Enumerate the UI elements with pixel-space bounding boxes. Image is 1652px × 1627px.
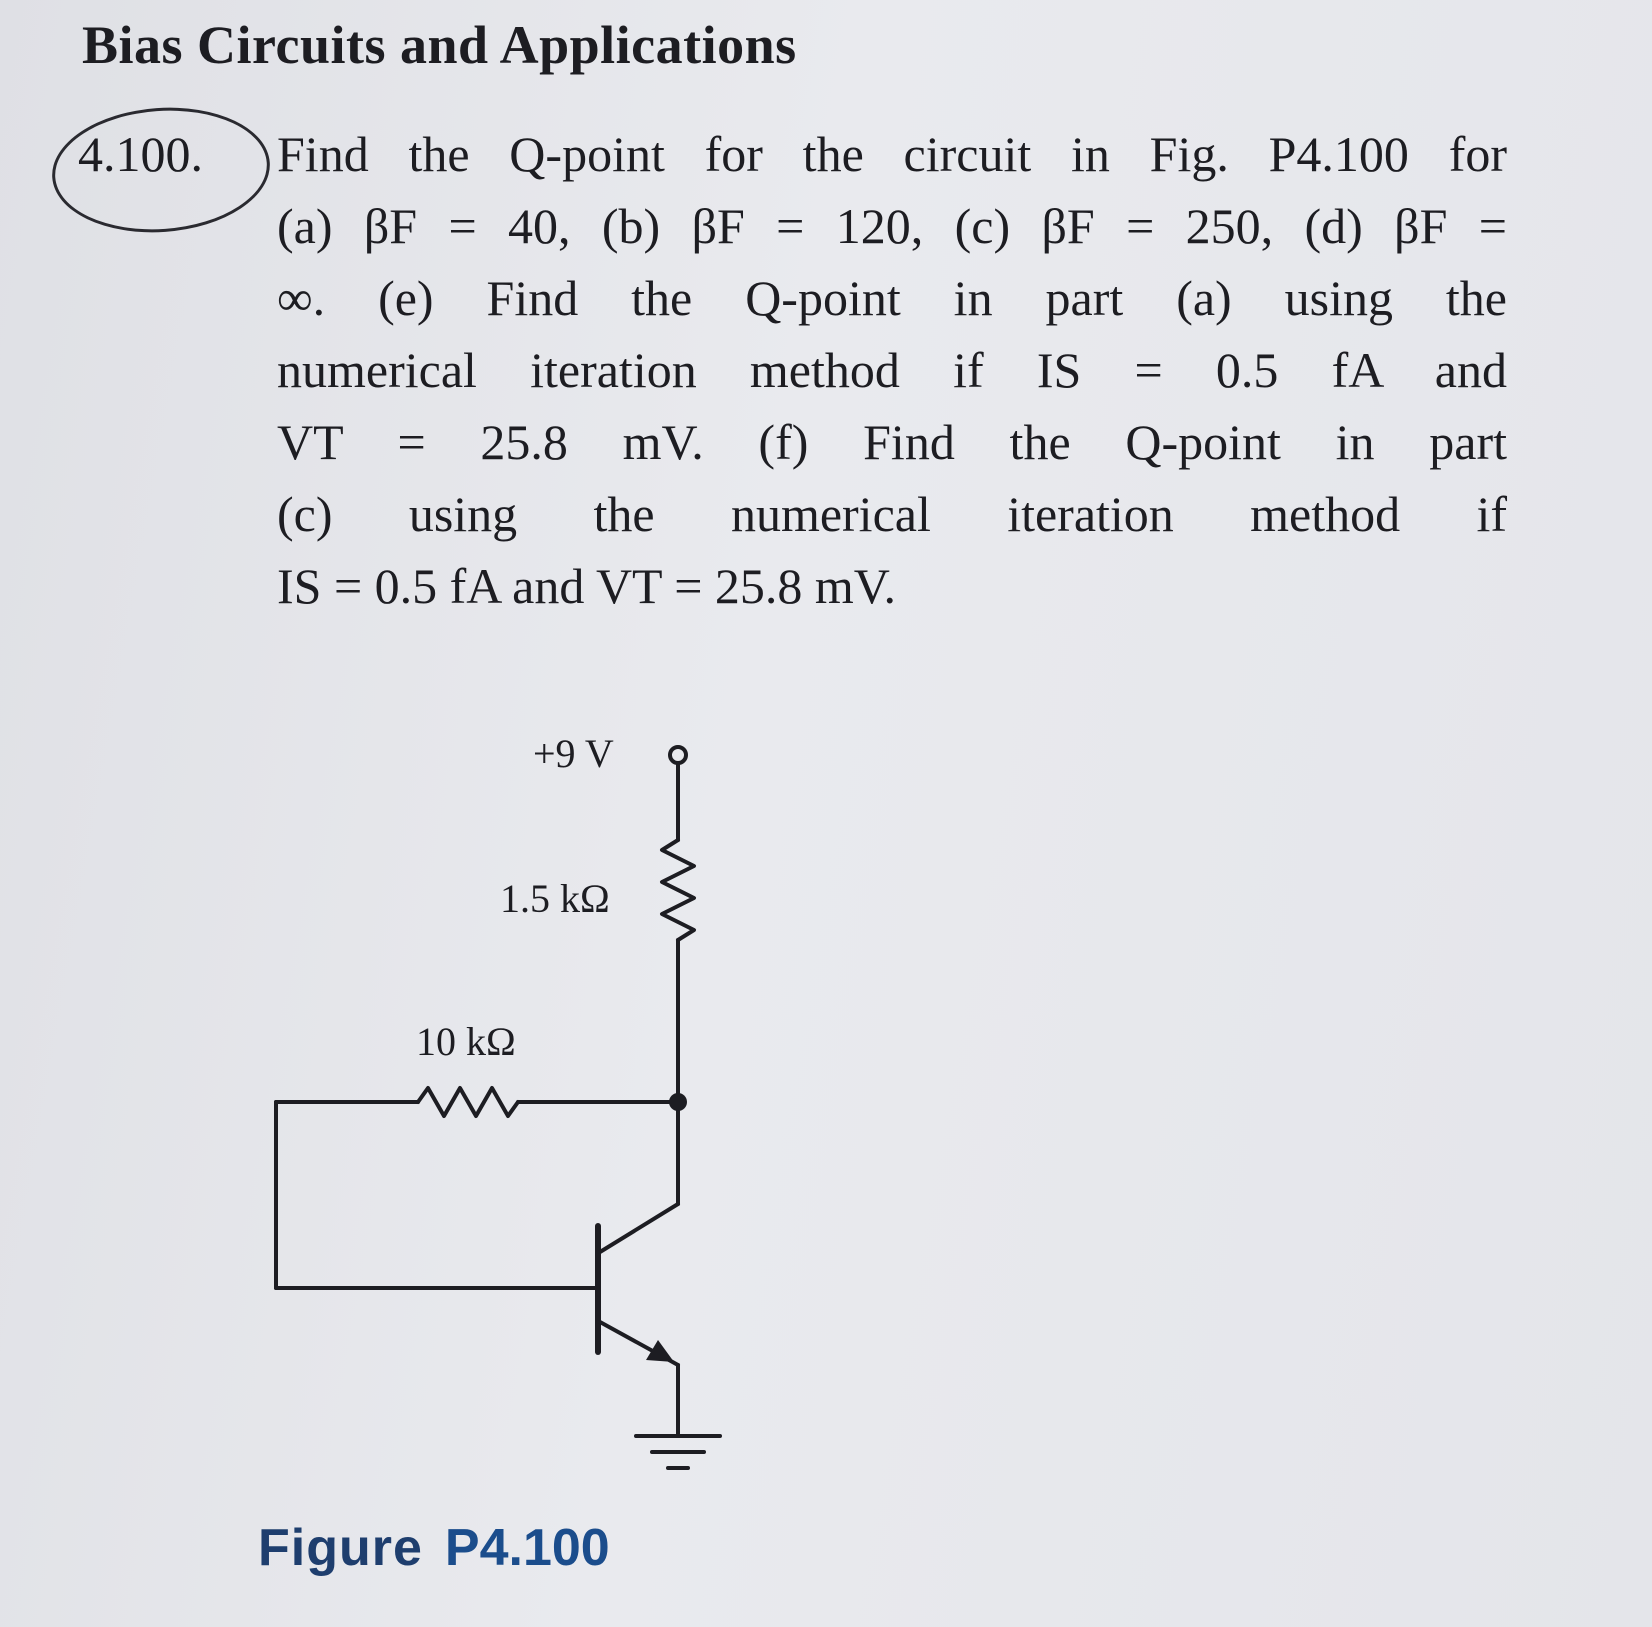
base-resistor-label: 10 kΩ	[416, 1019, 516, 1064]
collector-resistor-symbol	[662, 840, 694, 940]
problem-line-5: VT = 25.8 mV. (f) Find the Q-point in part	[277, 414, 1507, 470]
problem-line-1: Find the Q-point for the circuit in Fig. P4.100 for	[277, 126, 1507, 182]
section-heading: Bias Circuits and Applications	[82, 15, 797, 75]
problem-line-7: IS = 0.5 fA and VT = 25.8 mV.	[277, 558, 896, 614]
transistor-emitter-lead	[600, 1322, 660, 1355]
figure-caption-number: P4.100	[444, 1519, 610, 1577]
problem-line-6: (c) using the numerical iteration method if	[277, 486, 1507, 542]
supply-label: +9 V	[533, 731, 614, 776]
transistor-collector-lead	[600, 1204, 678, 1252]
figure-caption	[258, 1518, 610, 1578]
problem-line-2: (a) βF = 40, (b) βF = 120, (c) βF = 250, (d) βF =	[277, 198, 1507, 254]
base-resistor-symbol	[418, 1088, 518, 1116]
problem-number: 4.100.	[78, 126, 203, 182]
problem-line-4: numerical iteration method if IS = 0.5 fA and	[277, 342, 1507, 398]
collector-resistor-label: 1.5 kΩ	[500, 876, 610, 921]
junction-dot	[669, 1093, 687, 1111]
supply-terminal	[670, 747, 686, 763]
figure-caption-word: Figure	[258, 1519, 423, 1577]
problem-line-3: ∞. (e) Find the Q-point in part (a) using the	[277, 270, 1507, 326]
